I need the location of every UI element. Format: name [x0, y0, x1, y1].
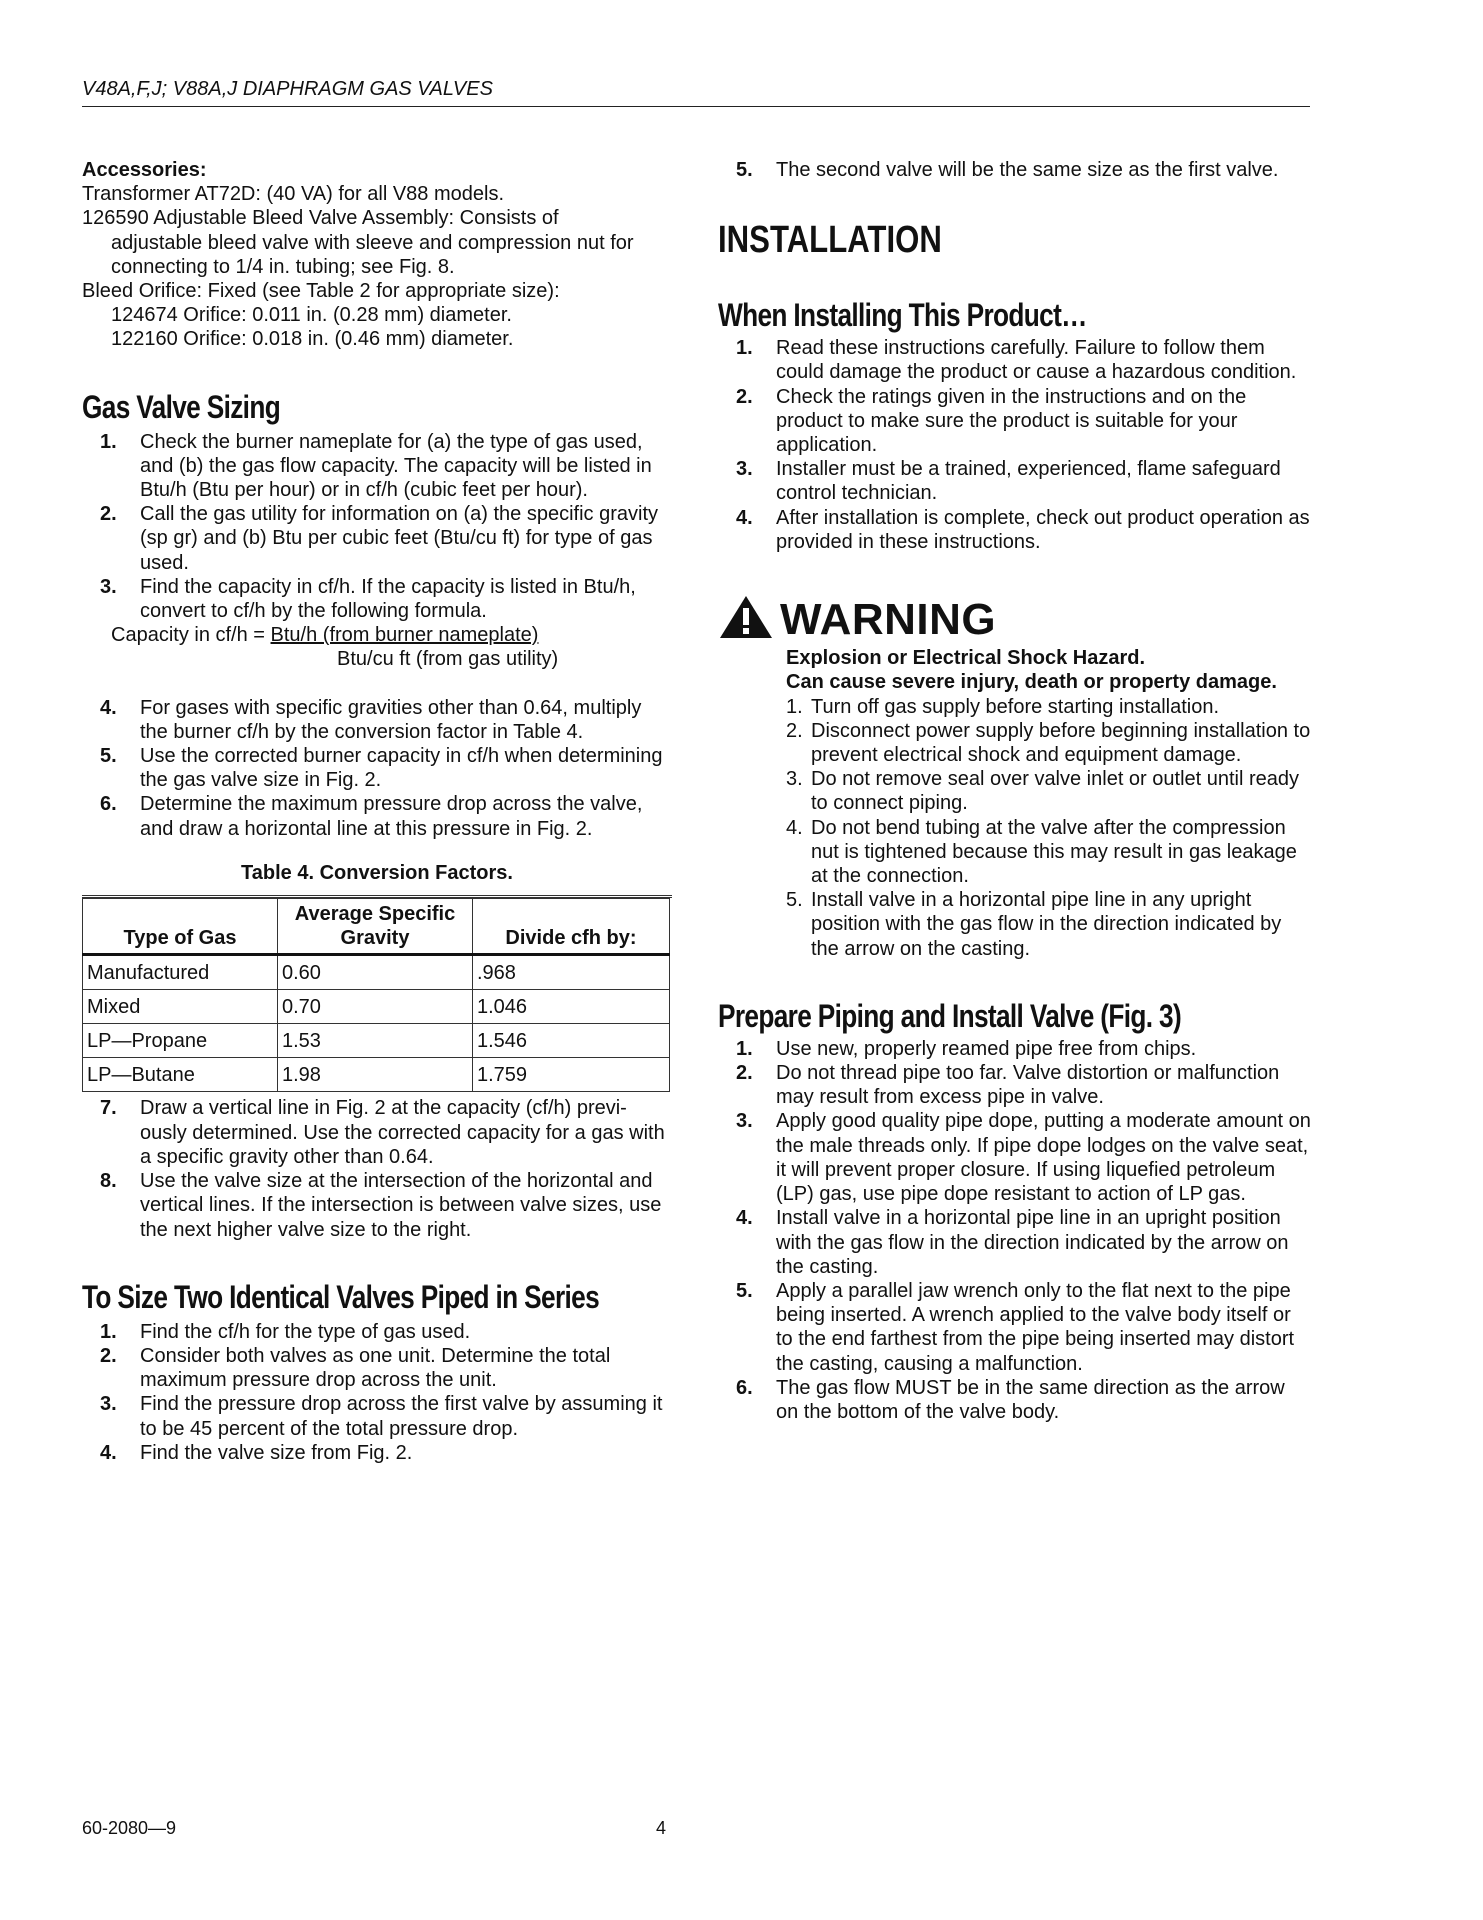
table-cell: Manufactured: [83, 955, 278, 990]
formula-numerator: Btu/h (from burner nameplate): [270, 624, 539, 647]
accessory-orifice-124674: 124674 Orifice: 0.011 in. (0.28 mm) diameter.: [111, 304, 512, 327]
table-cell: LP—Propane: [83, 1024, 278, 1058]
formula-label: Capacity in cf/h =: [111, 624, 271, 647]
list-item: 1. Turn off gas supply before starting installation.: [786, 695, 1220, 718]
list-item: 4. Find the valve size from Fig. 2.: [100, 1441, 413, 1464]
sizing-steps-c: [82, 1096, 672, 1241]
table-cell: LP—Butane: [83, 1058, 278, 1092]
header-type-of-gas: Type of Gas: [83, 899, 278, 955]
piping-steps: [718, 1037, 1312, 1424]
list-item: 3. Installer must be a trained, experienced, flame safeguard control technician.: [736, 458, 1281, 505]
list-item: 3. Find the capacity in cf/h. If the capacity is listed in Btu/h, convert to cf/h by the following formula.: [100, 575, 636, 623]
table-cell: 1.98: [278, 1058, 473, 1092]
left-column: [82, 158, 672, 1465]
list-item: 2. Consider both valves as one unit. Determine the total maximum pressure drop across the unit.: [100, 1344, 611, 1392]
installation-steps: [718, 336, 1312, 554]
table-cell: 1.759: [473, 1058, 670, 1092]
conversion-factors-table: [82, 898, 670, 1092]
table-header-row: [83, 899, 670, 955]
table-cell: 0.60: [278, 955, 473, 990]
warning-triangle-icon: [718, 594, 774, 646]
table-cell: .968: [473, 955, 670, 990]
warning-consequence: Can cause severe injury, death or property damage.: [786, 671, 1277, 694]
accessory-bleed-valve: 126590 Adjustable Bleed Valve Assembly: Consists of: [82, 207, 559, 230]
prepare-piping-heading: Prepare Piping and Install Valve (Fig. 3): [718, 997, 1182, 1034]
conversion-table-wrapper: [82, 895, 672, 1092]
accessory-bleed-valve-cont: adjustable bleed valve with sleeve and compression nut for: [111, 231, 634, 254]
table-row: [83, 955, 670, 990]
footer-page-number: 4: [656, 1818, 667, 1838]
list-item: 2. Call the gas utility for information on (a) the specific gravity (sp gr) and (b) Btu per cubic feet (Btu/cu ft) for type of gas used.: [100, 503, 658, 574]
capacity-formula: [82, 623, 672, 671]
warning-label: WARNING: [780, 595, 997, 645]
list-item: 6. The gas flow MUST be in the same direction as the arrow on the bottom of the valve body.: [736, 1376, 1285, 1423]
accessory-bleed-valve-cont2: connecting to 1/4 in. tubing; see Fig. 8.: [111, 255, 455, 278]
list-item: 3. Do not remove seal over valve inlet or outlet until ready to connect piping.: [786, 768, 1300, 815]
warning-header: [718, 594, 1312, 646]
table-row: [83, 1024, 670, 1058]
list-item: 4. Install valve in a horizontal pipe line in an upright position with the gas flow in the direction indicated by the arrow on the casting.: [736, 1207, 1289, 1278]
series-heading: To Size Two Identical Valves Piped in Series: [82, 1278, 600, 1315]
list-item: 2. Do not thread pipe too far. Valve distortion or malfunction may result from excess pipe in valve.: [736, 1062, 1280, 1109]
document-title: V48A,F,J; V88A,J DIAPHRAGM GAS VALVES: [82, 78, 493, 100]
warning-hazard: Explosion or Electrical Shock Hazard.: [786, 647, 1146, 670]
list-item: 4. For gases with specific gravities other than 0.64, multiply the burner cf/h by the conversion factor in Table 4.: [100, 696, 642, 743]
list-item: 1. Check the burner nameplate for (a) the type of gas used, and (b) the gas flow capacity. The capacity will be listed in Btu/h (Btu per hour) or in cf/h (cubic feet per hour).: [100, 430, 652, 502]
sizing-steps-a: [82, 430, 672, 624]
list-item: 7. Draw a vertical line in Fig. 2 at the capacity (cf/h) previ-ously determined. Use the corrected capacity for a gas with a specific gravity other than 0.64.: [100, 1097, 665, 1168]
table-cell: 0.70: [278, 990, 473, 1024]
installation-heading: INSTALLATION: [718, 219, 942, 262]
table-cell: 1.53: [278, 1024, 473, 1058]
accessories-heading: Accessories:: [82, 159, 207, 181]
accessory-orifice-122160: 122160 Orifice: 0.018 in. (0.46 mm) diameter.: [111, 328, 514, 351]
list-item: 5. Install valve in a horizontal pipe line in any upright position with the gas flow in the direction indicated by the arrow on the casting.: [786, 889, 1282, 960]
list-item: 4. Do not bend tubing at the valve after the compression nut is tightened because this may result in gas leakage at the connection.: [786, 816, 1297, 888]
accessory-bleed-orifice: Bleed Orifice: Fixed (see Table 2 for appropriate size):: [82, 280, 560, 303]
footer-doc-number: 60-2080—9: [82, 1818, 177, 1838]
series-steps-cont: [718, 158, 1312, 182]
page-header: [82, 78, 1310, 107]
table-row: [83, 990, 670, 1024]
warning-body: [718, 646, 1312, 961]
list-item: 2. Check the ratings given in the instructions and on the product to make sure the product is suitable for your application.: [736, 385, 1247, 457]
gas-valve-sizing-heading: Gas Valve Sizing: [82, 388, 281, 425]
table-cell: Mixed: [83, 990, 278, 1024]
list-item: 2. Disconnect power supply before beginning installation to prevent electrical shock and equipment damage.: [786, 719, 1311, 767]
right-column: [718, 158, 1312, 1424]
when-installing-heading: When Installing This Product…: [718, 297, 1087, 334]
list-item: 5. Use the corrected burner capacity in cf/h when determining the gas valve size in Fig. 2.: [100, 745, 663, 792]
list-item: 1. Use new, properly reamed pipe free from chips.: [736, 1037, 1197, 1060]
list-item: 8. Use the valve size at the intersection of the horizontal and vertical lines. If the intersection is between valve sizes, use the next higher valve size to the right.: [100, 1170, 662, 1241]
list-item: 5. Apply a parallel jaw wrench only to the flat next to the pipe being inserted. A wrench applied to the valve body itself or to the end farthest from the pipe being inserted may distort the casting, causing a malfunction.: [736, 1279, 1295, 1375]
list-item: 5. The second valve will be the same size as the first valve.: [736, 159, 1279, 181]
accessories-section: [82, 158, 672, 352]
formula-denominator: Btu/cu ft (from gas utility): [337, 648, 559, 671]
list-item: 4. After installation is complete, check out product operation as provided in these instructions.: [736, 506, 1310, 553]
list-item: 6. Determine the maximum pressure drop across the valve, and draw a horizontal line at this pressure in Fig. 2.: [100, 793, 643, 840]
list-item: 3. Find the pressure drop across the first valve by assuming it to be 45 percent of the total pressure drop.: [100, 1393, 663, 1440]
list-item: 3. Apply good quality pipe dope, putting a moderate amount on the male threads only. If pipe dope lodges on the valve seat, it will prevent proper closure. If using liquefied petroleum (LP) gas, use pipe dope resistant to action of LP gas.: [736, 1110, 1311, 1206]
accessory-transformer: Transformer AT72D: (40 VA) for all V88 models.: [82, 183, 505, 206]
warning-steps: [786, 695, 1312, 961]
list-item: 1. Find the cf/h for the type of gas used.: [100, 1320, 471, 1343]
series-steps: [82, 1320, 672, 1465]
warning-box: [718, 594, 1312, 961]
sizing-steps-b: [82, 696, 672, 841]
table-cell: 1.546: [473, 1024, 670, 1058]
header-specific-gravity: Average Specific Gravity: [278, 899, 473, 955]
table-cell: 1.046: [473, 990, 670, 1024]
table-row: [83, 1058, 670, 1092]
list-item: 1. Read these instructions carefully. Failure to follow them could damage the product or cause a hazardous condition.: [736, 337, 1297, 384]
header-divide-cfh: Divide cfh by:: [473, 899, 670, 955]
table-title: Table 4. Conversion Factors.: [241, 861, 513, 884]
